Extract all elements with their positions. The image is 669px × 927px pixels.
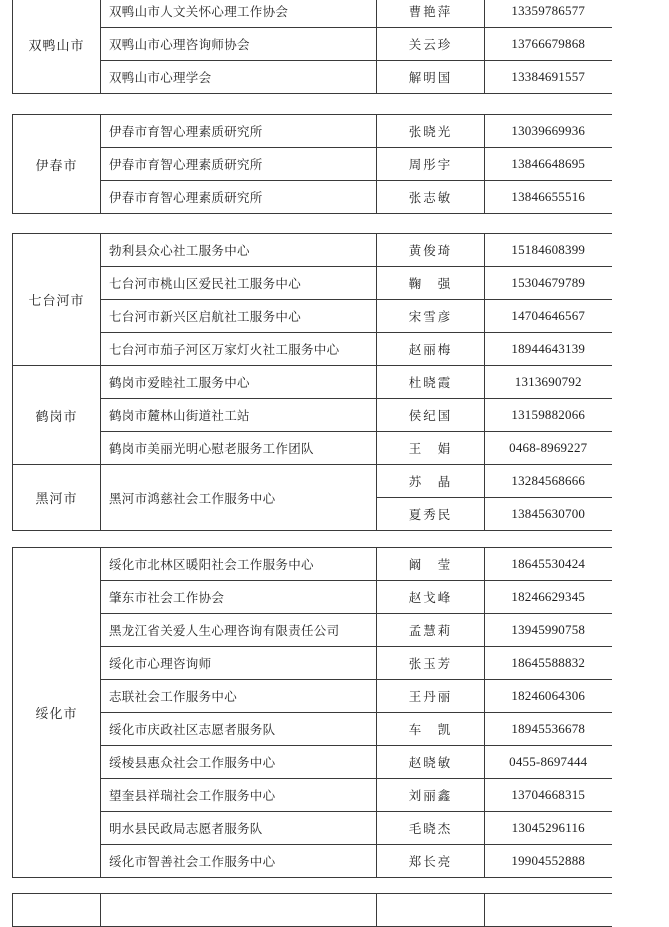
org-cell: 鹤岗市爱睦社工服务中心 — [101, 366, 377, 399]
phone-cell: 13704668315 — [485, 779, 612, 812]
contact-cell: 郑长亮 — [377, 845, 485, 878]
table-row — [13, 680, 612, 713]
org-cell: 鹤岗市麓林山街道社工站 — [101, 399, 377, 432]
org-cell: 明水县民政局志愿者服务队 — [101, 812, 377, 845]
contact-cell: 车 凯 — [377, 713, 485, 746]
table-row — [13, 845, 612, 878]
phone-cell: 13039669936 — [485, 115, 612, 148]
city-cell: 双鸭山市 — [13, 0, 101, 94]
contact-cell: 张晓光 — [377, 115, 485, 148]
table-row — [13, 148, 612, 181]
phone-cell: 13846655516 — [485, 181, 612, 214]
phone-cell: 13846648695 — [485, 148, 612, 181]
table-row — [13, 28, 612, 61]
phone-cell: 0455-8697444 — [485, 746, 612, 779]
phone-cell: 14704646567 — [485, 300, 612, 333]
org-cell: 黑河市鸿慈社会工作服务中心 — [101, 465, 377, 531]
contact-cell: 赵戈峰 — [377, 581, 485, 614]
table-row — [13, 581, 612, 614]
contact-cell: 王丹丽 — [377, 680, 485, 713]
table-row — [13, 779, 612, 812]
table-row — [13, 894, 612, 927]
empty-cell — [13, 894, 101, 927]
table-row — [13, 713, 612, 746]
contact-cell: 刘丽鑫 — [377, 779, 485, 812]
city-cell: 鹤岗市 — [13, 366, 101, 465]
contact-cell: 黄俊琦 — [377, 234, 485, 267]
phone-cell: 18645530424 — [485, 548, 612, 581]
table-row — [13, 399, 612, 432]
city-cell: 黑河市 — [13, 465, 101, 531]
table-row — [13, 0, 612, 28]
phone-cell: 18246064306 — [485, 680, 612, 713]
org-cell: 七台河市新兴区启航社工服务中心 — [101, 300, 377, 333]
table-row — [13, 465, 612, 498]
contact-cell: 解明国 — [377, 61, 485, 94]
table-row — [13, 614, 612, 647]
table-row — [13, 333, 612, 366]
city-cell: 伊春市 — [13, 115, 101, 214]
phone-cell: 15304679789 — [485, 267, 612, 300]
table-row — [13, 548, 612, 581]
contact-cell: 赵丽梅 — [377, 333, 485, 366]
empty-cell — [485, 894, 612, 927]
table-row — [13, 366, 612, 399]
contact-cell: 王 娟 — [377, 432, 485, 465]
phone-cell: 15184608399 — [485, 234, 612, 267]
contact-cell: 毛晓杰 — [377, 812, 485, 845]
phone-cell: 18645588832 — [485, 647, 612, 680]
org-cell: 肇东市社会工作协会 — [101, 581, 377, 614]
table-section-suihua — [12, 547, 611, 878]
table-section-next — [12, 893, 611, 927]
contact-cell: 宋雪彦 — [377, 300, 485, 333]
phone-cell: 0468-8969227 — [485, 432, 612, 465]
contact-cell: 赵晓敏 — [377, 746, 485, 779]
table-row — [13, 181, 612, 214]
org-cell: 黑龙江省关爱人生心理咨询有限责任公司 — [101, 614, 377, 647]
table-row — [13, 812, 612, 845]
table-row — [13, 432, 612, 465]
phone-cell: 18944643139 — [485, 333, 612, 366]
phone-cell: 18945536678 — [485, 713, 612, 746]
empty-cell — [377, 894, 485, 927]
empty-cell — [101, 894, 377, 927]
org-cell: 绥化市心理咨询师 — [101, 647, 377, 680]
contact-cell: 鞠 强 — [377, 267, 485, 300]
table-row — [13, 61, 612, 94]
contact-cell: 孟慧莉 — [377, 614, 485, 647]
table-row — [13, 300, 612, 333]
contact-cell: 周彤宇 — [377, 148, 485, 181]
contact-cell: 侯纪国 — [377, 399, 485, 432]
org-cell: 绥棱县惠众社会工作服务中心 — [101, 746, 377, 779]
phone-cell: 13845630700 — [485, 498, 612, 531]
org-cell: 鹤岗市美丽光明心慰老服务工作团队 — [101, 432, 377, 465]
table-section-yichun — [12, 114, 611, 214]
org-cell: 七台河市桃山区爱民社工服务中心 — [101, 267, 377, 300]
table-row — [13, 746, 612, 779]
phone-cell: 19904552888 — [485, 845, 612, 878]
contact-cell: 张玉芳 — [377, 647, 485, 680]
contact-cell: 曹艳萍 — [377, 0, 485, 28]
contact-cell: 苏 晶 — [377, 465, 485, 498]
org-cell: 绥化市智善社会工作服务中心 — [101, 845, 377, 878]
phone-cell: 1313690792 — [485, 366, 612, 399]
table-row — [13, 267, 612, 300]
table-row — [13, 647, 612, 680]
table-row — [13, 115, 612, 148]
phone-cell: 13045296116 — [485, 812, 612, 845]
org-cell: 勃利县众心社工服务中心 — [101, 234, 377, 267]
org-cell: 伊春市育智心理素质研究所 — [101, 115, 377, 148]
org-cell: 伊春市育智心理素质研究所 — [101, 148, 377, 181]
table-section-qitaihe-hegang-heihe — [12, 233, 611, 531]
contact-cell: 杜晓霞 — [377, 366, 485, 399]
contact-cell: 张志敏 — [377, 181, 485, 214]
org-cell: 七台河市茄子河区万家灯火社工服务中心 — [101, 333, 377, 366]
contact-cell: 夏秀民 — [377, 498, 485, 531]
org-cell: 双鸭山市人文关怀心理工作协会 — [101, 0, 377, 28]
org-cell: 双鸭山市心理学会 — [101, 61, 377, 94]
table-row — [13, 234, 612, 267]
city-cell: 七台河市 — [13, 234, 101, 366]
contact-cell: 关云珍 — [377, 28, 485, 61]
city-cell: 绥化市 — [13, 548, 101, 878]
phone-cell: 13384691557 — [485, 61, 612, 94]
org-cell: 双鸭山市心理咨询师协会 — [101, 28, 377, 61]
org-cell: 伊春市育智心理素质研究所 — [101, 181, 377, 214]
org-cell: 志联社会工作服务中心 — [101, 680, 377, 713]
phone-cell: 13159882066 — [485, 399, 612, 432]
phone-cell: 18246629345 — [485, 581, 612, 614]
phone-cell: 13945990758 — [485, 614, 612, 647]
org-cell: 绥化市庆政社区志愿者服务队 — [101, 713, 377, 746]
org-cell: 绥化市北林区暖阳社会工作服务中心 — [101, 548, 377, 581]
org-cell: 望奎县祥瑞社会工作服务中心 — [101, 779, 377, 812]
table-section-shuangyashan — [12, 0, 611, 94]
phone-cell: 13766679868 — [485, 28, 612, 61]
contact-cell: 阚 莹 — [377, 548, 485, 581]
phone-cell: 13284568666 — [485, 465, 612, 498]
phone-cell: 13359786577 — [485, 0, 612, 28]
